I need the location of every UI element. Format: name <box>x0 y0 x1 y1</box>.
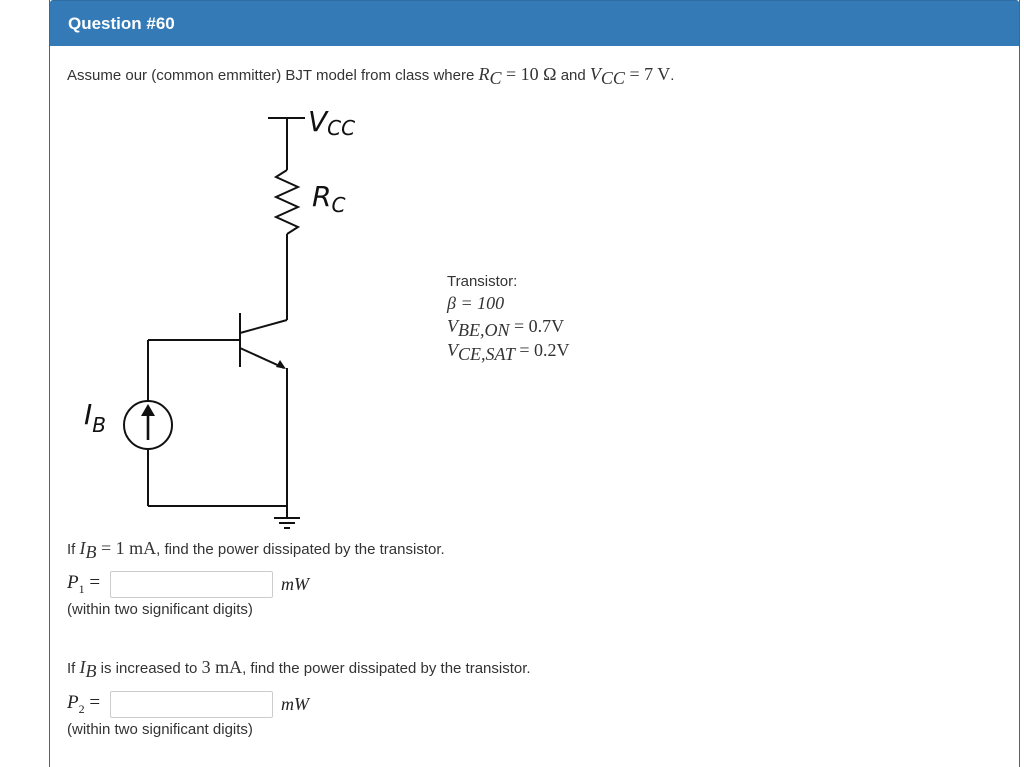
intro-period: . <box>670 67 675 84</box>
part2-answer-label: $P_2$ = <box>67 692 101 716</box>
part1-hint: (within two significant digits) <box>67 601 253 618</box>
ib-label: $I_B$ <box>84 398 106 437</box>
emitter-arrow <box>276 360 286 369</box>
vcc-subscript: CC <box>600 68 625 88</box>
transistor-beta: β = 100 <box>447 293 505 313</box>
vcc-value: = 7 V <box>624 64 671 84</box>
transistor-heading: Transistor: <box>447 273 518 290</box>
transistor-vce: $V_{CE,SAT} = 0.2V$ <box>447 340 570 364</box>
part1-unit: mW <box>281 574 309 594</box>
part1-answer-label: $P_1$ = <box>67 572 101 596</box>
vcc-symbol: V <box>589 64 601 84</box>
rc-symbol: R <box>478 64 490 84</box>
part2-prompt: If $I_B$ is increased to 3 mA, find the power dissipated by the transistor. <box>67 657 531 681</box>
resistor-rc <box>276 170 298 234</box>
question-title: Question #60 <box>50 0 1019 46</box>
intro-and: and <box>556 67 590 84</box>
collector-lead <box>240 320 287 333</box>
rc-subscript: C <box>489 68 502 88</box>
rc-value: = 10 Ω <box>501 64 557 84</box>
part2-unit: mW <box>281 694 309 714</box>
intro-prefix: Assume our (common emmitter) BJT model from class where <box>67 67 479 84</box>
vcc-label: VCC <box>308 105 356 140</box>
part2-hint: (within two significant digits) <box>67 721 253 738</box>
up-arrow-icon <box>141 404 155 440</box>
transistor-vbe: $V_{BE,ON} = 0.7V$ <box>447 316 565 340</box>
part1-prompt: If $I_B = 1$ mA, find the power dissipated by the transistor. <box>67 538 445 562</box>
rc-label: $R_C$ <box>312 180 346 217</box>
part2-answer-input[interactable] <box>110 691 273 718</box>
part1-answer-input[interactable] <box>110 571 273 598</box>
